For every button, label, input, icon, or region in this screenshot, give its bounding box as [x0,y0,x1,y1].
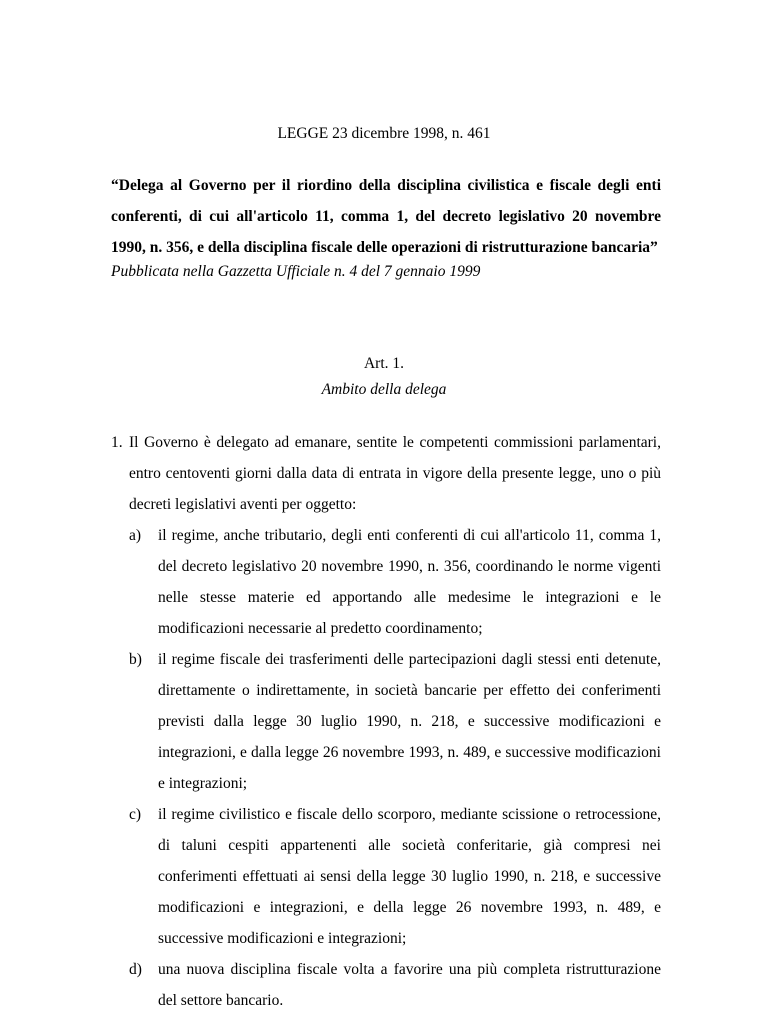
paragraph-text: Il Governo è delegato ad emanare, sentite le competenti commissioni parlamentari, entro centoventi giorni dalla data di entrata in vigore della presente legge, uno o più decreti legislativi aventi per oggetto: [129,434,661,513]
delegation-items-list [111,520,661,1016]
law-title: LEGGE 23 dicembre 1998, n. 461 [277,125,491,142]
article-number: Art. 1. [363,355,405,372]
publication-note: Pubblicata nella Gazzetta Ufficiale n. 4 del 7 gennaio 1999 [111,263,481,280]
list-item-c [129,799,661,954]
law-subject: “Delega al Governo per il riordino della disciplina civilistica e fiscale degli enti conferenti, di cui all'articolo 11, comma 1, del decreto legislativo 20 novembre 1990, n. 356, e della disciplina fiscale delle operazioni di ristrutturazione bancaria” [111,177,661,256]
list-item-b [129,644,661,799]
list-item-a [129,520,661,644]
list-item-letter: c) [129,806,142,823]
list-item-letter: b) [129,651,142,668]
list-item-text: una nuova disciplina fiscale volta a favorire una più completa ristrutturazione del settore bancario. [158,961,661,1009]
list-item-text: il regime, anche tributario, degli enti conferenti di cui all'articolo 11, comma 1, del decreto legislativo 20 novembre 1990, n. 356, coordinando le norme vigenti nelle stesse materie ed apportando alle medesime le integrazioni e le modificazioni necessarie al predetto coordinamento; [158,527,661,637]
list-item-text: il regime fiscale dei trasferimenti delle partecipazioni dagli stessi enti detenute, direttamente o indirettamente, in società bancarie per effetto dei conferimenti previsti dalla legge 30 luglio 1990, n. 218, e successive modificazioni e integrazioni, e dalla legge 26 novembre 1993, n. 489, e successive modificazioni e integrazioni; [158,651,661,792]
paragraph-number: 1. [111,434,123,451]
list-item-letter: d) [129,961,142,978]
article-heading: Ambito della delega [321,381,447,398]
paragraph-1 [111,427,661,1016]
list-item-letter: a) [129,527,142,544]
list-item-d [129,954,661,1016]
list-item-text: il regime civilistico e fiscale dello scorporo, mediante scissione o retrocessione, di taluni cespiti appartenenti alle società conferitarie, già compresi nei conferimenti effettuati ai sensi della legge 30 luglio 1990, n. 218, e successive modificazioni e integrazioni, e della legge 26 novembre 1993, n. 489, e successive modificazioni e integrazioni; [158,806,661,947]
